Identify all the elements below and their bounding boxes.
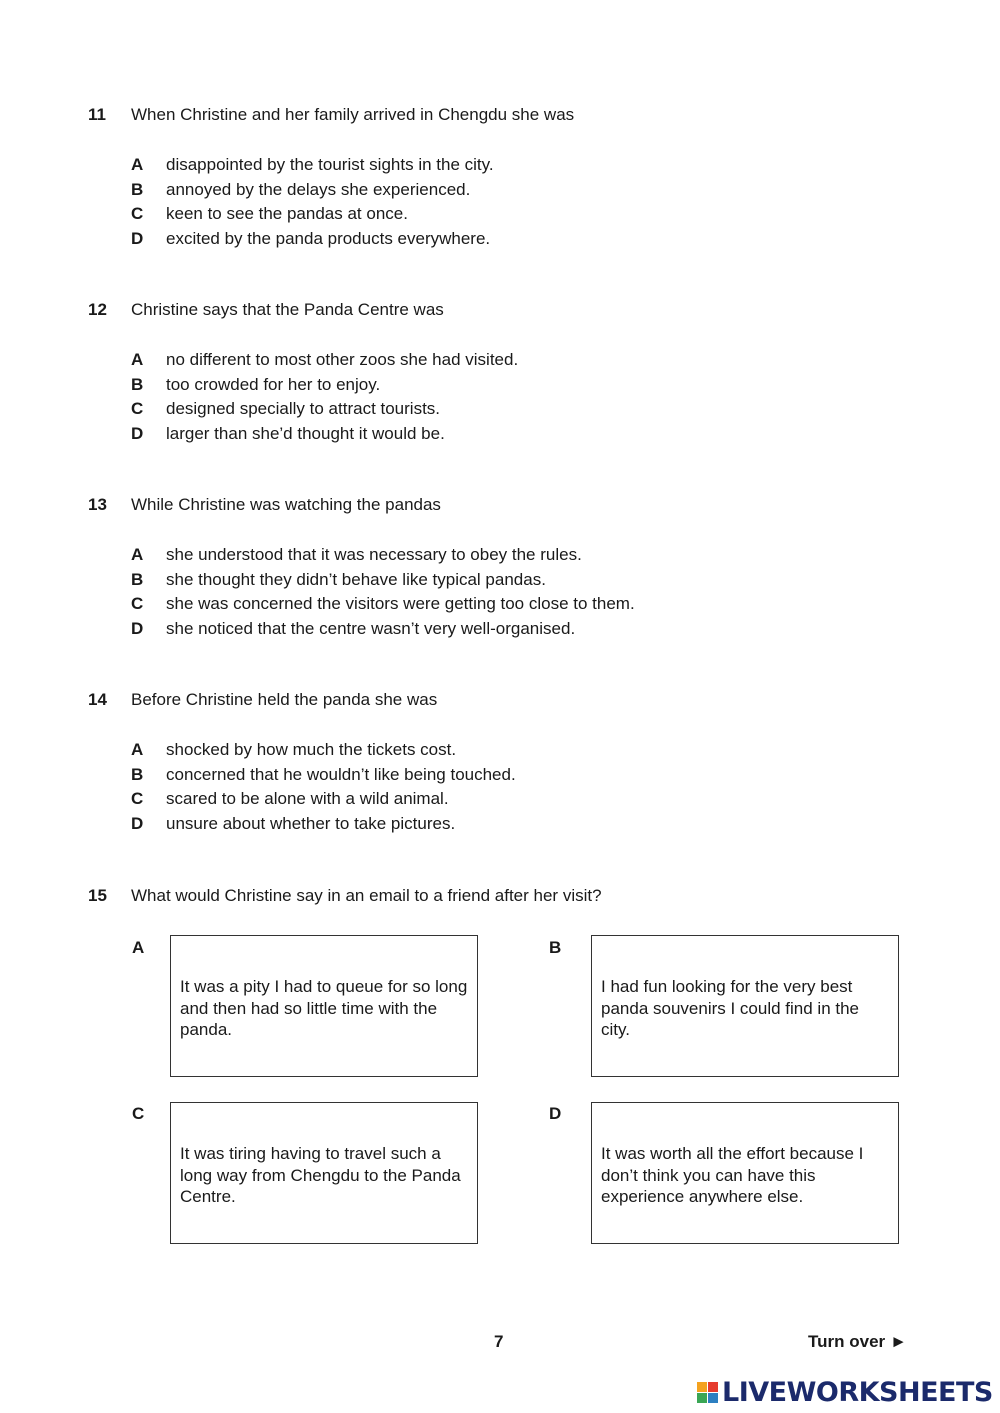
option-letter: A — [131, 155, 144, 174]
option-letter: D — [131, 424, 144, 444]
question-number: 12 — [88, 300, 107, 319]
option-text: concerned that he wouldn’t like being touched. — [166, 764, 516, 784]
option-a[interactable] — [131, 543, 948, 568]
answer-box-c[interactable] — [170, 1102, 478, 1244]
option-b[interactable] — [131, 763, 948, 788]
option-a[interactable] — [131, 153, 948, 178]
option-b[interactable] — [131, 178, 948, 203]
answer-box-text: It was worth all the effort because I don’t think you can have this experience anywhere else. — [601, 1144, 864, 1206]
option-d[interactable] — [131, 812, 948, 837]
option-b[interactable] — [131, 373, 948, 398]
option-text: excited by the panda products everywhere. — [166, 229, 491, 249]
answer-box-b[interactable] — [591, 935, 899, 1077]
page-number: 7 — [494, 1332, 504, 1351]
question-number: 11 — [88, 105, 106, 124]
option-letter: B — [131, 764, 144, 784]
question-12 — [88, 300, 948, 447]
option-text: she understood that it was necessary to obey the rules. — [166, 545, 582, 564]
answer-box-d[interactable] — [591, 1102, 899, 1244]
option-text: designed specially to attract tourists. — [166, 399, 441, 419]
question-stem: When Christine and her family arrived in Chengdu she was — [131, 105, 575, 124]
option-letter: C — [131, 399, 144, 419]
question-number: 15 — [88, 886, 107, 905]
option-b[interactable] — [131, 568, 948, 593]
question-14 — [88, 690, 948, 837]
option-c[interactable] — [131, 787, 948, 812]
option-text: larger than she’d thought it would be. — [166, 424, 445, 444]
option-text: she noticed that the centre wasn’t very well-organised. — [166, 619, 576, 639]
option-letter: C — [131, 204, 144, 224]
turn-over — [808, 1332, 907, 1352]
option-letter: A — [131, 740, 144, 759]
option-a[interactable] — [131, 738, 948, 763]
question-stem: Christine says that the Panda Centre was — [131, 300, 444, 319]
answer-box-text: It was a pity I had to queue for so long and then had so little time with the panda. — [180, 977, 468, 1039]
option-text: too crowded for her to enjoy. — [166, 374, 381, 394]
option-letter: B — [131, 374, 144, 394]
option-list — [131, 348, 948, 447]
question-15 — [88, 886, 948, 908]
liveworksheets-logo-icon — [697, 1382, 718, 1403]
option-letter: D — [131, 619, 144, 639]
option-d[interactable] — [131, 422, 948, 447]
option-a[interactable] — [131, 348, 948, 373]
option-text: shocked by how much the tickets cost. — [166, 740, 457, 759]
option-text: no different to most other zoos she had visited. — [166, 350, 519, 369]
option-list — [131, 738, 948, 837]
play-arrow-icon: ► — [890, 1332, 907, 1351]
question-11 — [88, 105, 948, 252]
answer-box-text: I had fun looking for the very best panda souvenirs I could find in the city. — [601, 977, 860, 1039]
option-text: keen to see the pandas at once. — [166, 204, 408, 224]
option-d[interactable] — [131, 617, 948, 642]
answer-box-text: It was tiring having to travel such a long way from Chengdu to the Panda Centre. — [180, 1144, 461, 1206]
option-text: disappointed by the tourist sights in the city. — [166, 155, 494, 174]
box-letter-b: B — [549, 938, 562, 957]
option-letter: C — [131, 594, 144, 614]
option-letter: A — [131, 350, 144, 369]
question-13 — [88, 495, 948, 642]
option-list — [131, 153, 948, 252]
option-c[interactable] — [131, 397, 948, 422]
option-letter: D — [131, 229, 144, 249]
option-text: scared to be alone with a wild animal. — [166, 789, 449, 809]
question-number: 13 — [88, 495, 107, 514]
option-letter: C — [131, 789, 144, 809]
box-letter-c: C — [132, 1104, 145, 1123]
option-text: she thought they didn’t behave like typical pandas. — [166, 569, 546, 589]
option-c[interactable] — [131, 592, 948, 617]
question-stem: What would Christine say in an email to a friend after her visit? — [131, 886, 602, 905]
answer-box-a[interactable] — [170, 935, 478, 1077]
option-letter: B — [131, 569, 144, 589]
option-letter: D — [131, 814, 144, 834]
question-number: 14 — [88, 690, 107, 709]
option-list — [131, 543, 948, 642]
liveworksheets-brand — [697, 1377, 993, 1408]
option-letter: B — [131, 179, 144, 199]
question-stem: While Christine was watching the pandas — [131, 495, 441, 514]
brand-name: LIVEWORKSHEETS — [722, 1377, 993, 1408]
question-stem: Before Christine held the panda she was — [131, 690, 438, 709]
option-d[interactable] — [131, 227, 948, 252]
option-text: annoyed by the delays she experienced. — [166, 179, 471, 199]
turn-over-label: Turn over — [808, 1332, 886, 1351]
option-text: unsure about whether to take pictures. — [166, 814, 456, 834]
option-text: she was concerned the visitors were getting too close to them. — [166, 594, 635, 614]
option-letter: A — [131, 545, 144, 564]
box-letter-a: A — [132, 938, 145, 957]
box-letter-d: D — [549, 1104, 562, 1123]
option-c[interactable] — [131, 202, 948, 227]
